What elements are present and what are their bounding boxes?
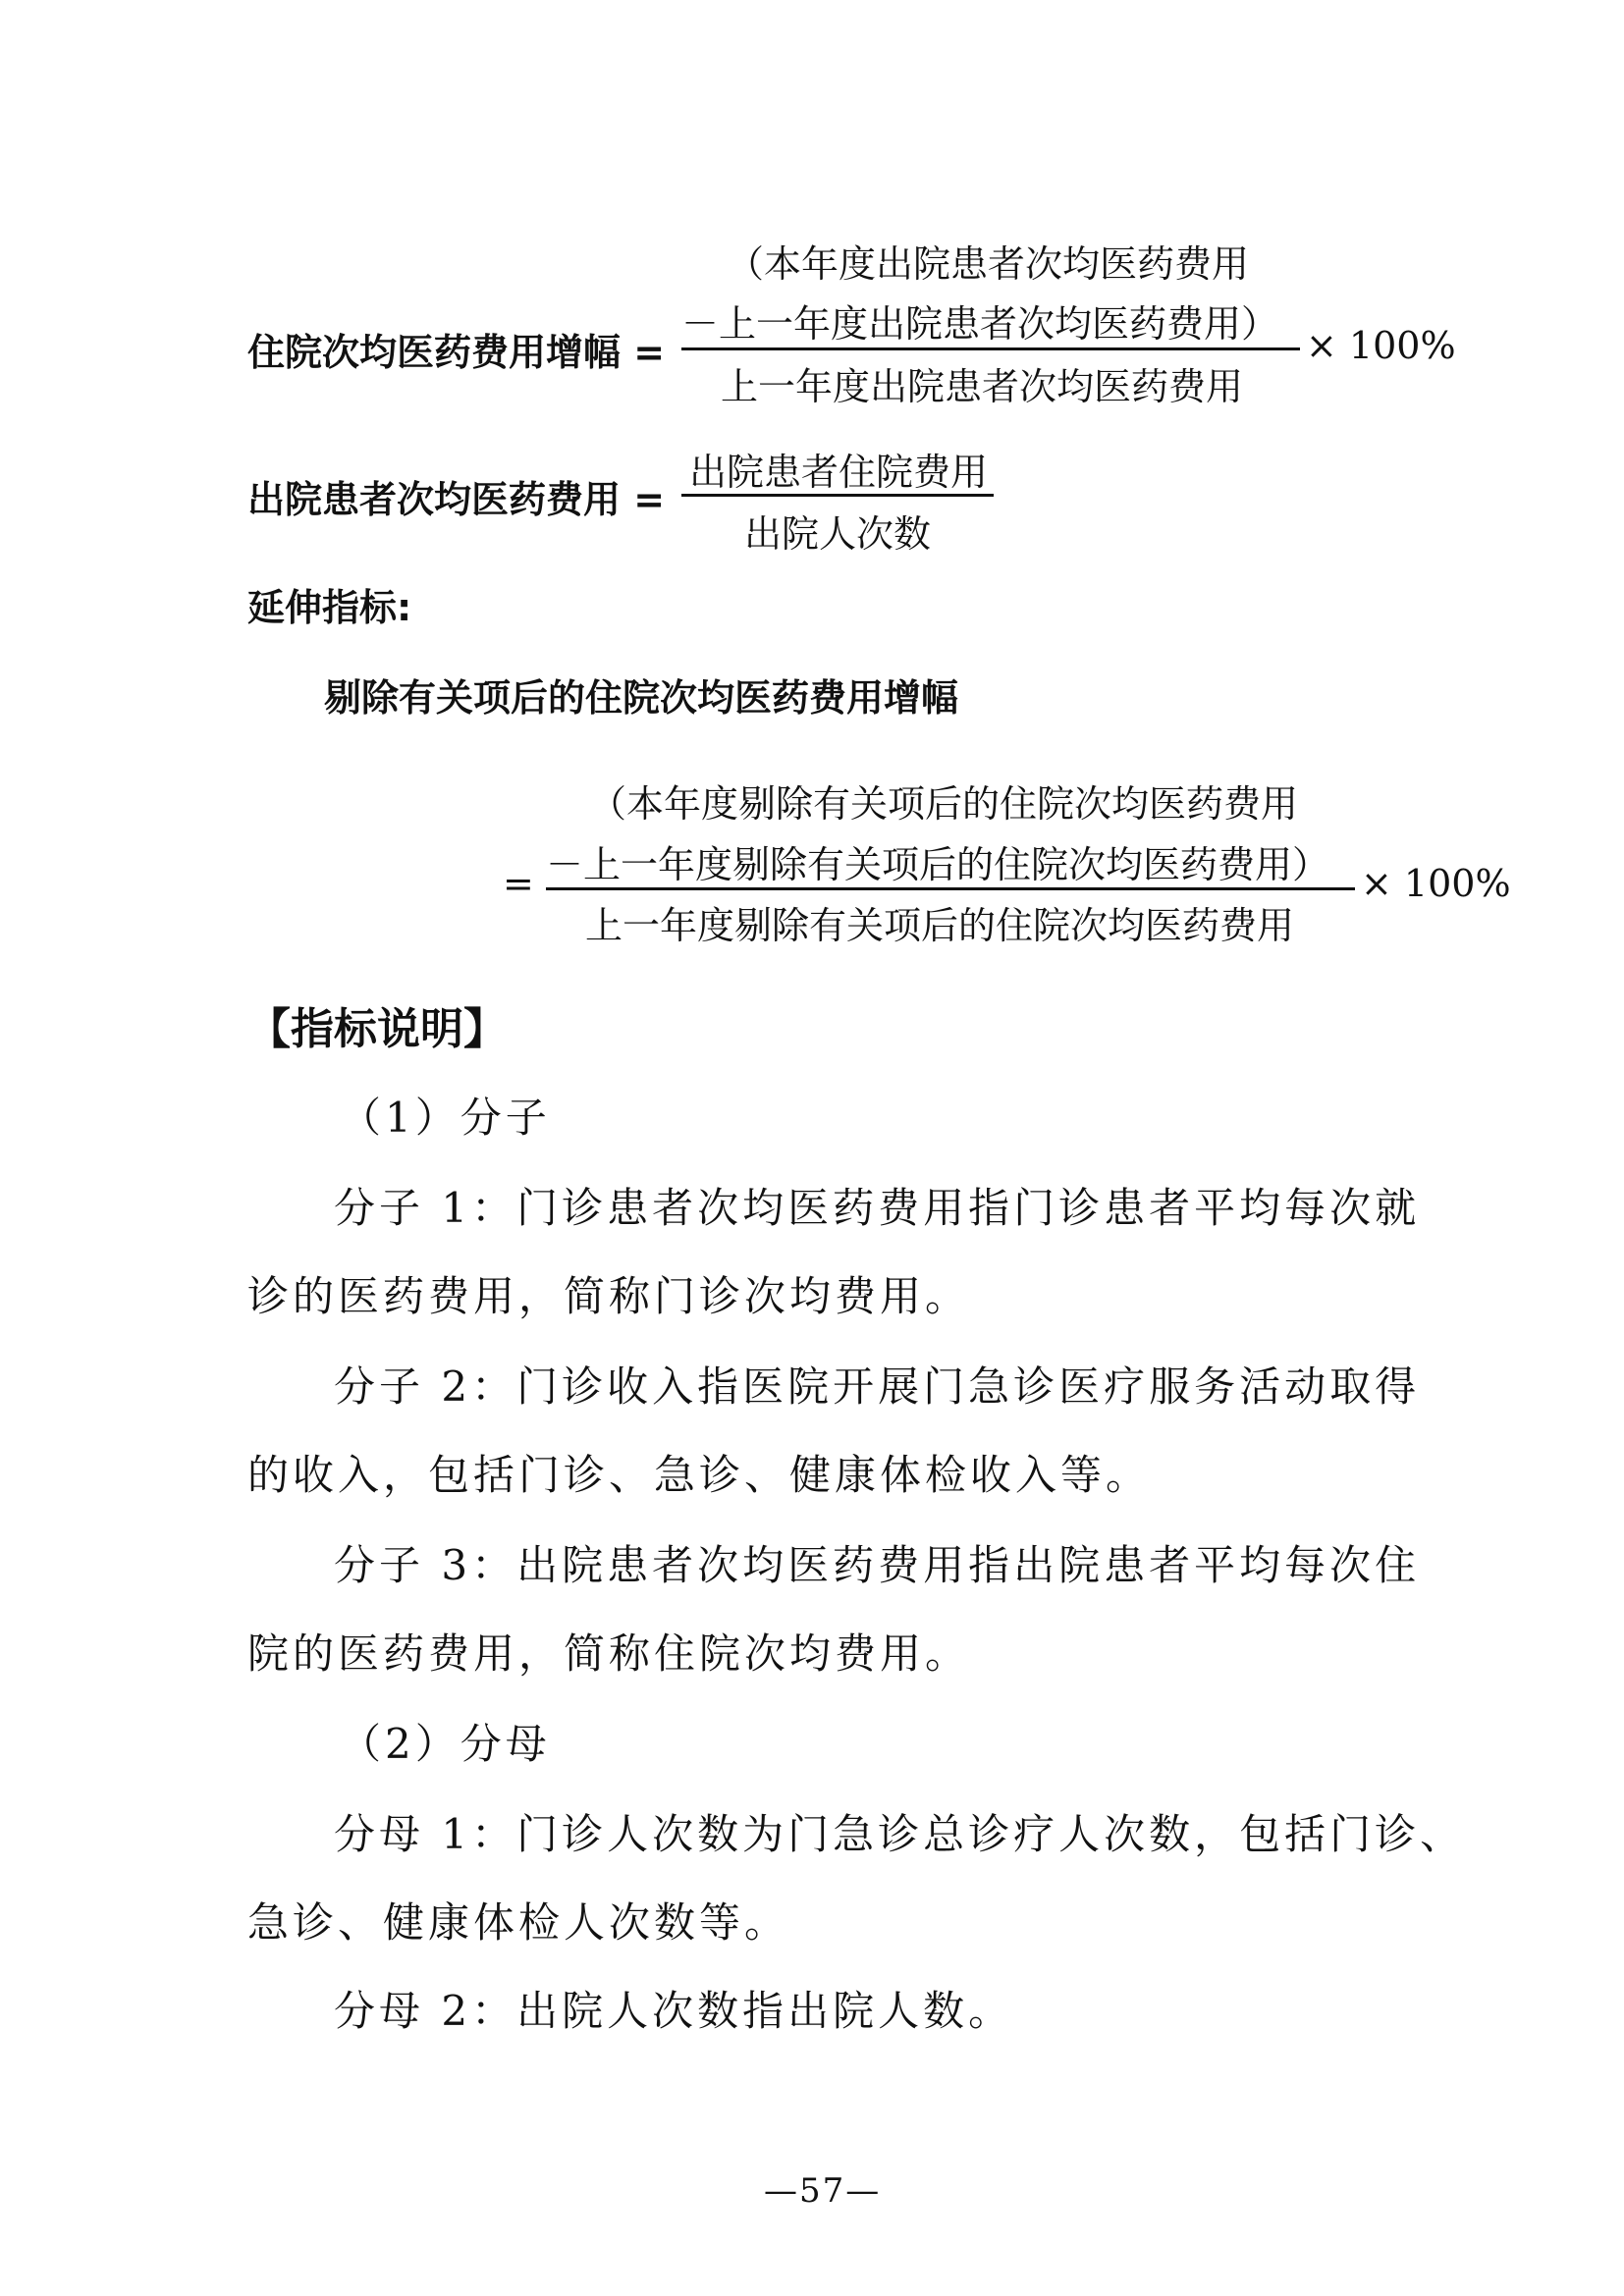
extension-heading: 延伸指标: xyxy=(247,586,412,629)
formula3-multiplier: × 100% xyxy=(1361,862,1511,905)
body-line: （1）分子 xyxy=(340,1094,551,1142)
body-line: 诊的医药费用，简称门诊次均费用。 xyxy=(247,1272,971,1320)
formula3-equals: = xyxy=(503,862,534,905)
formula2-numerator: 出院患者住院费用 xyxy=(689,451,989,494)
body-line: 急诊、健康体检人次数等。 xyxy=(247,1898,790,1947)
extension-item: 剔除有关项后的住院次均医药费用增幅 xyxy=(324,676,959,720)
body-line: 分母 1：门诊人次数为门急诊总诊疗人次数，包括门诊、 xyxy=(334,1810,1466,1858)
page-number: —57— xyxy=(764,2171,882,2211)
formula1-denominator: 上一年度出院患者次均医药费用 xyxy=(721,365,1244,408)
formula3-numerator-line2: －上一年度剔除有关项后的住院次均医药费用） xyxy=(546,843,1330,886)
body-line: 分子 3：出院患者次均医药费用指出院患者平均每次住 xyxy=(334,1541,1421,1589)
formula3-denominator: 上一年度剔除有关项后的住院次均医药费用 xyxy=(585,904,1295,947)
formula1-fraction-bar xyxy=(681,347,1300,350)
body-line: 院的医药费用，简称住院次均费用。 xyxy=(247,1629,971,1678)
formula2-lhs: 出院患者次均医药费用 = xyxy=(247,478,666,521)
body-line: 分子 2：门诊收入指医院开展门急诊医疗服务活动取得 xyxy=(334,1362,1421,1411)
body-line: 分子 1：门诊患者次均医药费用指门诊患者平均每次就 xyxy=(334,1184,1421,1232)
formula1-multiplier: × 100% xyxy=(1306,324,1456,367)
section-title: 【指标说明】 xyxy=(247,1004,507,1054)
formula1-lhs: 住院次均医药费用增幅 = xyxy=(247,331,666,374)
formula3-fraction-bar xyxy=(546,887,1355,890)
body-line: 分母 2：出院人次数指出院人数。 xyxy=(334,1987,1014,2035)
formula2-fraction-bar xyxy=(681,494,994,497)
formula1-numerator-line1: （本年度出院患者次均医药费用 xyxy=(727,242,1250,286)
formula1-numerator-line2: －上一年度出院患者次均医药费用） xyxy=(681,302,1279,346)
formula2-denominator: 出院人次数 xyxy=(744,512,932,556)
formula3-numerator-line1: （本年度剔除有关项后的住院次均医药费用 xyxy=(589,782,1299,826)
body-line: （2）分母 xyxy=(340,1720,551,1768)
body-line: 的收入，包括门诊、急诊、健康体检收入等。 xyxy=(247,1451,1152,1499)
